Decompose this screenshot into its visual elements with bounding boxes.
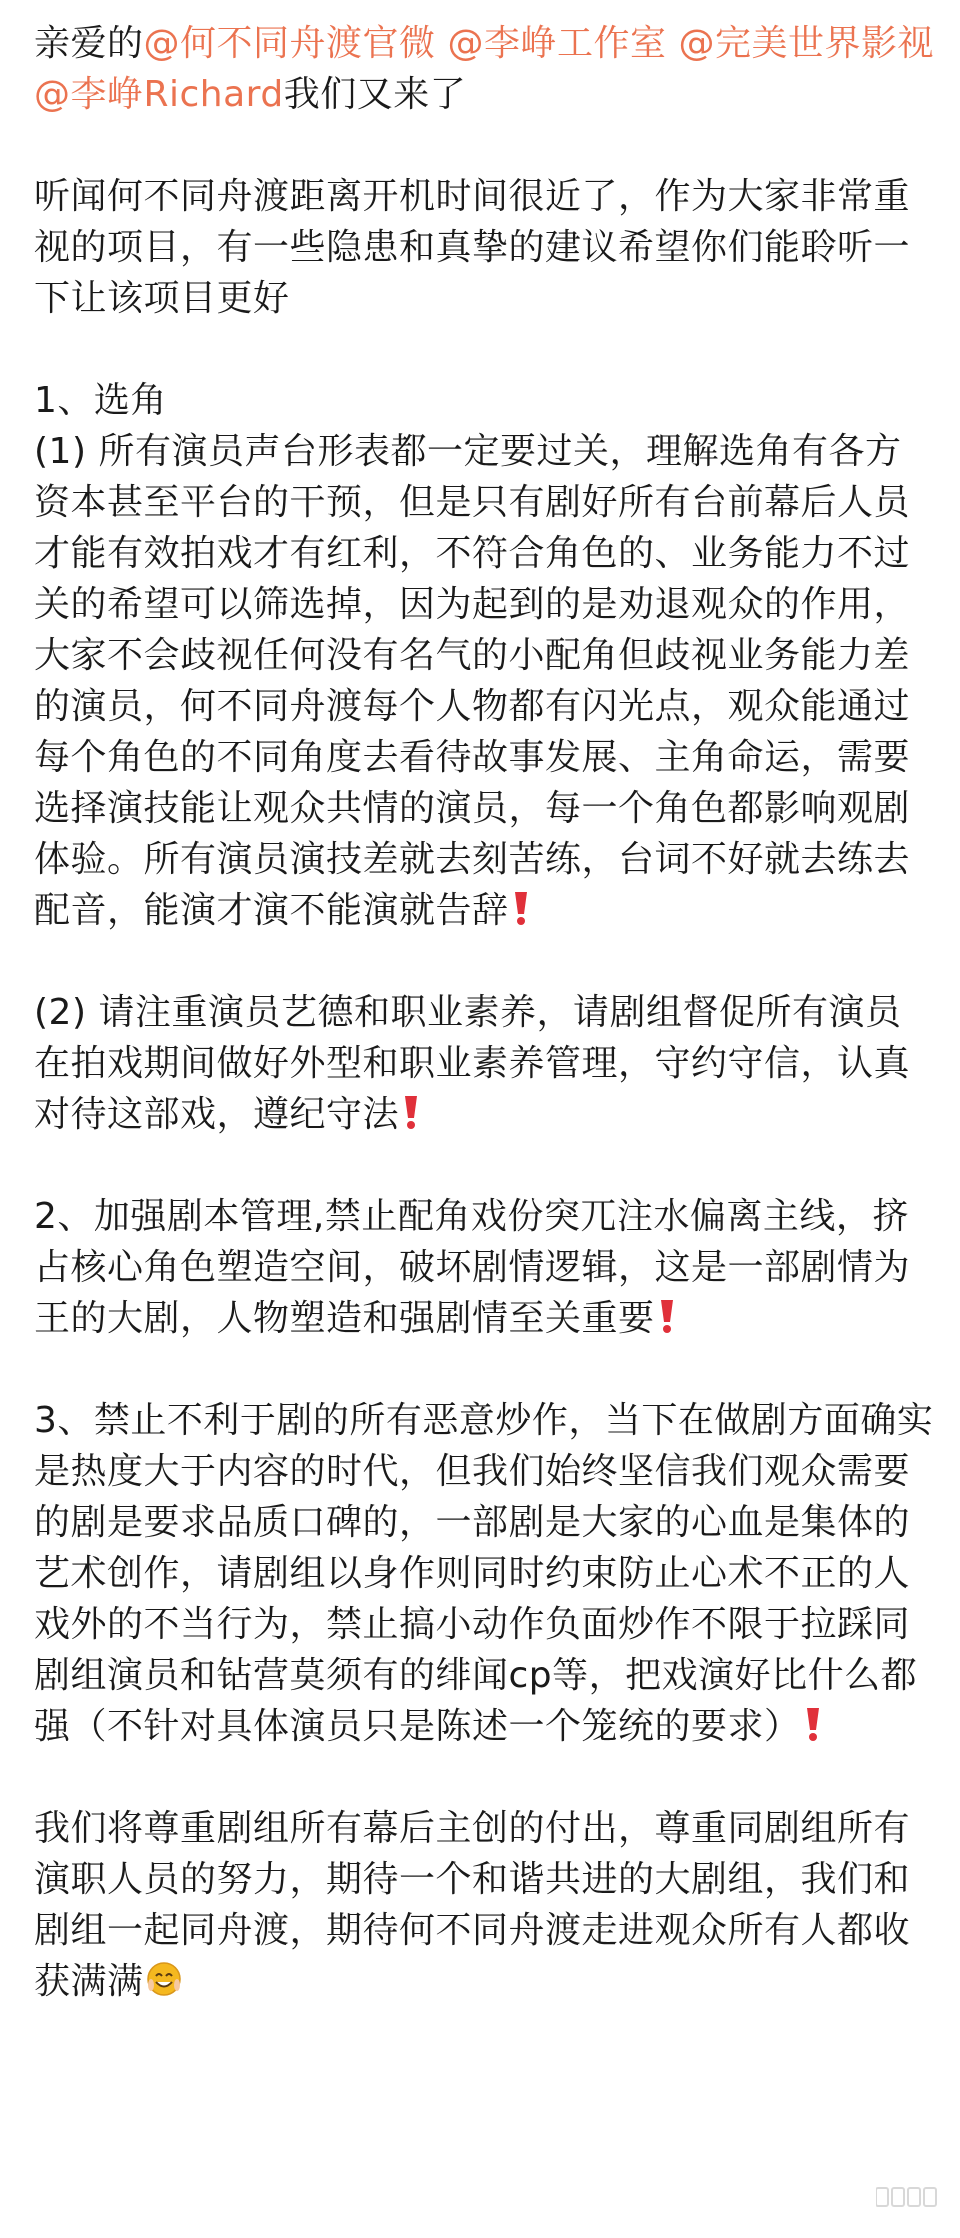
section-1-item-2-text: (2) 请注重演员艺德和职业素养，请剧组督促所有演员在拍戏期间做好外型和职业素养管理，守约守信，认真对待这部戏，遵纪守法 [34, 992, 911, 1135]
section-1-item-1 [34, 426, 934, 936]
closing-paragraph [34, 1803, 934, 2007]
mention-link-lizheng[interactable]: @李峥Richard [34, 74, 284, 115]
section-1-heading: 1、选角 [34, 380, 167, 421]
intro-tail-text: 我们又来了 [283, 74, 467, 115]
section-2-text: 2、加强剧本管理,禁止配角戏份突兀注水偏离主线，挤占核心角色塑造空间，破坏剧情逻辑，这是一部剧情为王的大剧，人物塑造和强剧情至关重要 [34, 1196, 911, 1339]
mention-link-perfect-world[interactable]: @完美世界影视 [678, 23, 934, 64]
smiling-face-icon [146, 1961, 182, 1997]
post-body [34, 18, 934, 2007]
intro-paragraph [34, 18, 934, 120]
section-3 [34, 1395, 934, 1752]
red-exclamation-icon [803, 1706, 823, 1742]
red-exclamation-icon [657, 1298, 677, 1334]
section-1-item-1-text: (1) 所有演员声台形表都一定要过关，理解选角有各方资本甚至平台的干预，但是只有剧好所有台前幕后人员才能有效拍戏才有红利，不符合角色的、业务能力不过关的希望可以筛选掉，因为起到的是劝退观众的作用，大家不会歧视任何没有名气的小配角但歧视业务能力差的演员，何不同舟渡每个人物都有闪光点，观众能通过每个角色的不同角度去看待故事发展、主角命运，需要选择演技能让观众共情的演员，每一个角色都影响观剧体验。所有演员演技差就去刻苦练，台词不好就去练去配音，能演才演不能演就告辞 [34, 431, 911, 931]
greeting-text: 亲爱的 [34, 23, 144, 64]
section-1-item-2 [34, 987, 934, 1140]
mention-link-studio[interactable]: @李峥工作室 [447, 23, 667, 64]
weibo-watermark-icon [876, 2184, 938, 2210]
paragraph-suggestions: 听闻何不同舟渡距离开机时间很近了，作为大家非常重视的项目，有一些隐患和真挚的建议希望你们能聆听一下让该项目更好 [34, 176, 911, 319]
closing-text: 我们将尊重剧组所有幕后主创的付出，尊重同剧组所有演职人员的努力，期待一个和谐共进的大剧组，我们和剧组一起同舟渡，期待何不同舟渡走进观众所有人都收获满满 [34, 1808, 911, 2002]
red-exclamation-icon [401, 1094, 421, 1130]
mention-link-official[interactable]: @何不同舟渡官微 [143, 23, 436, 64]
red-exclamation-icon [511, 890, 531, 926]
section-3-text: 3、禁止不利于剧的所有恶意炒作，当下在做剧方面确实是热度大于内容的时代，但我们始终坚信我们观众需要的剧是要求品质口碑的，一部剧是大家的心血是集体的艺术创作，请剧组以身作则同时约束防止心术不正的人戏外的不当行为，禁止搞小动作负面炒作不限于拉踩同剧组演员和钻营莫须有的绯闻cp等，把戏演好比什么都强（不针对具体演员只是陈述一个笼统的要求） [34, 1400, 934, 1747]
section-2 [34, 1191, 934, 1344]
